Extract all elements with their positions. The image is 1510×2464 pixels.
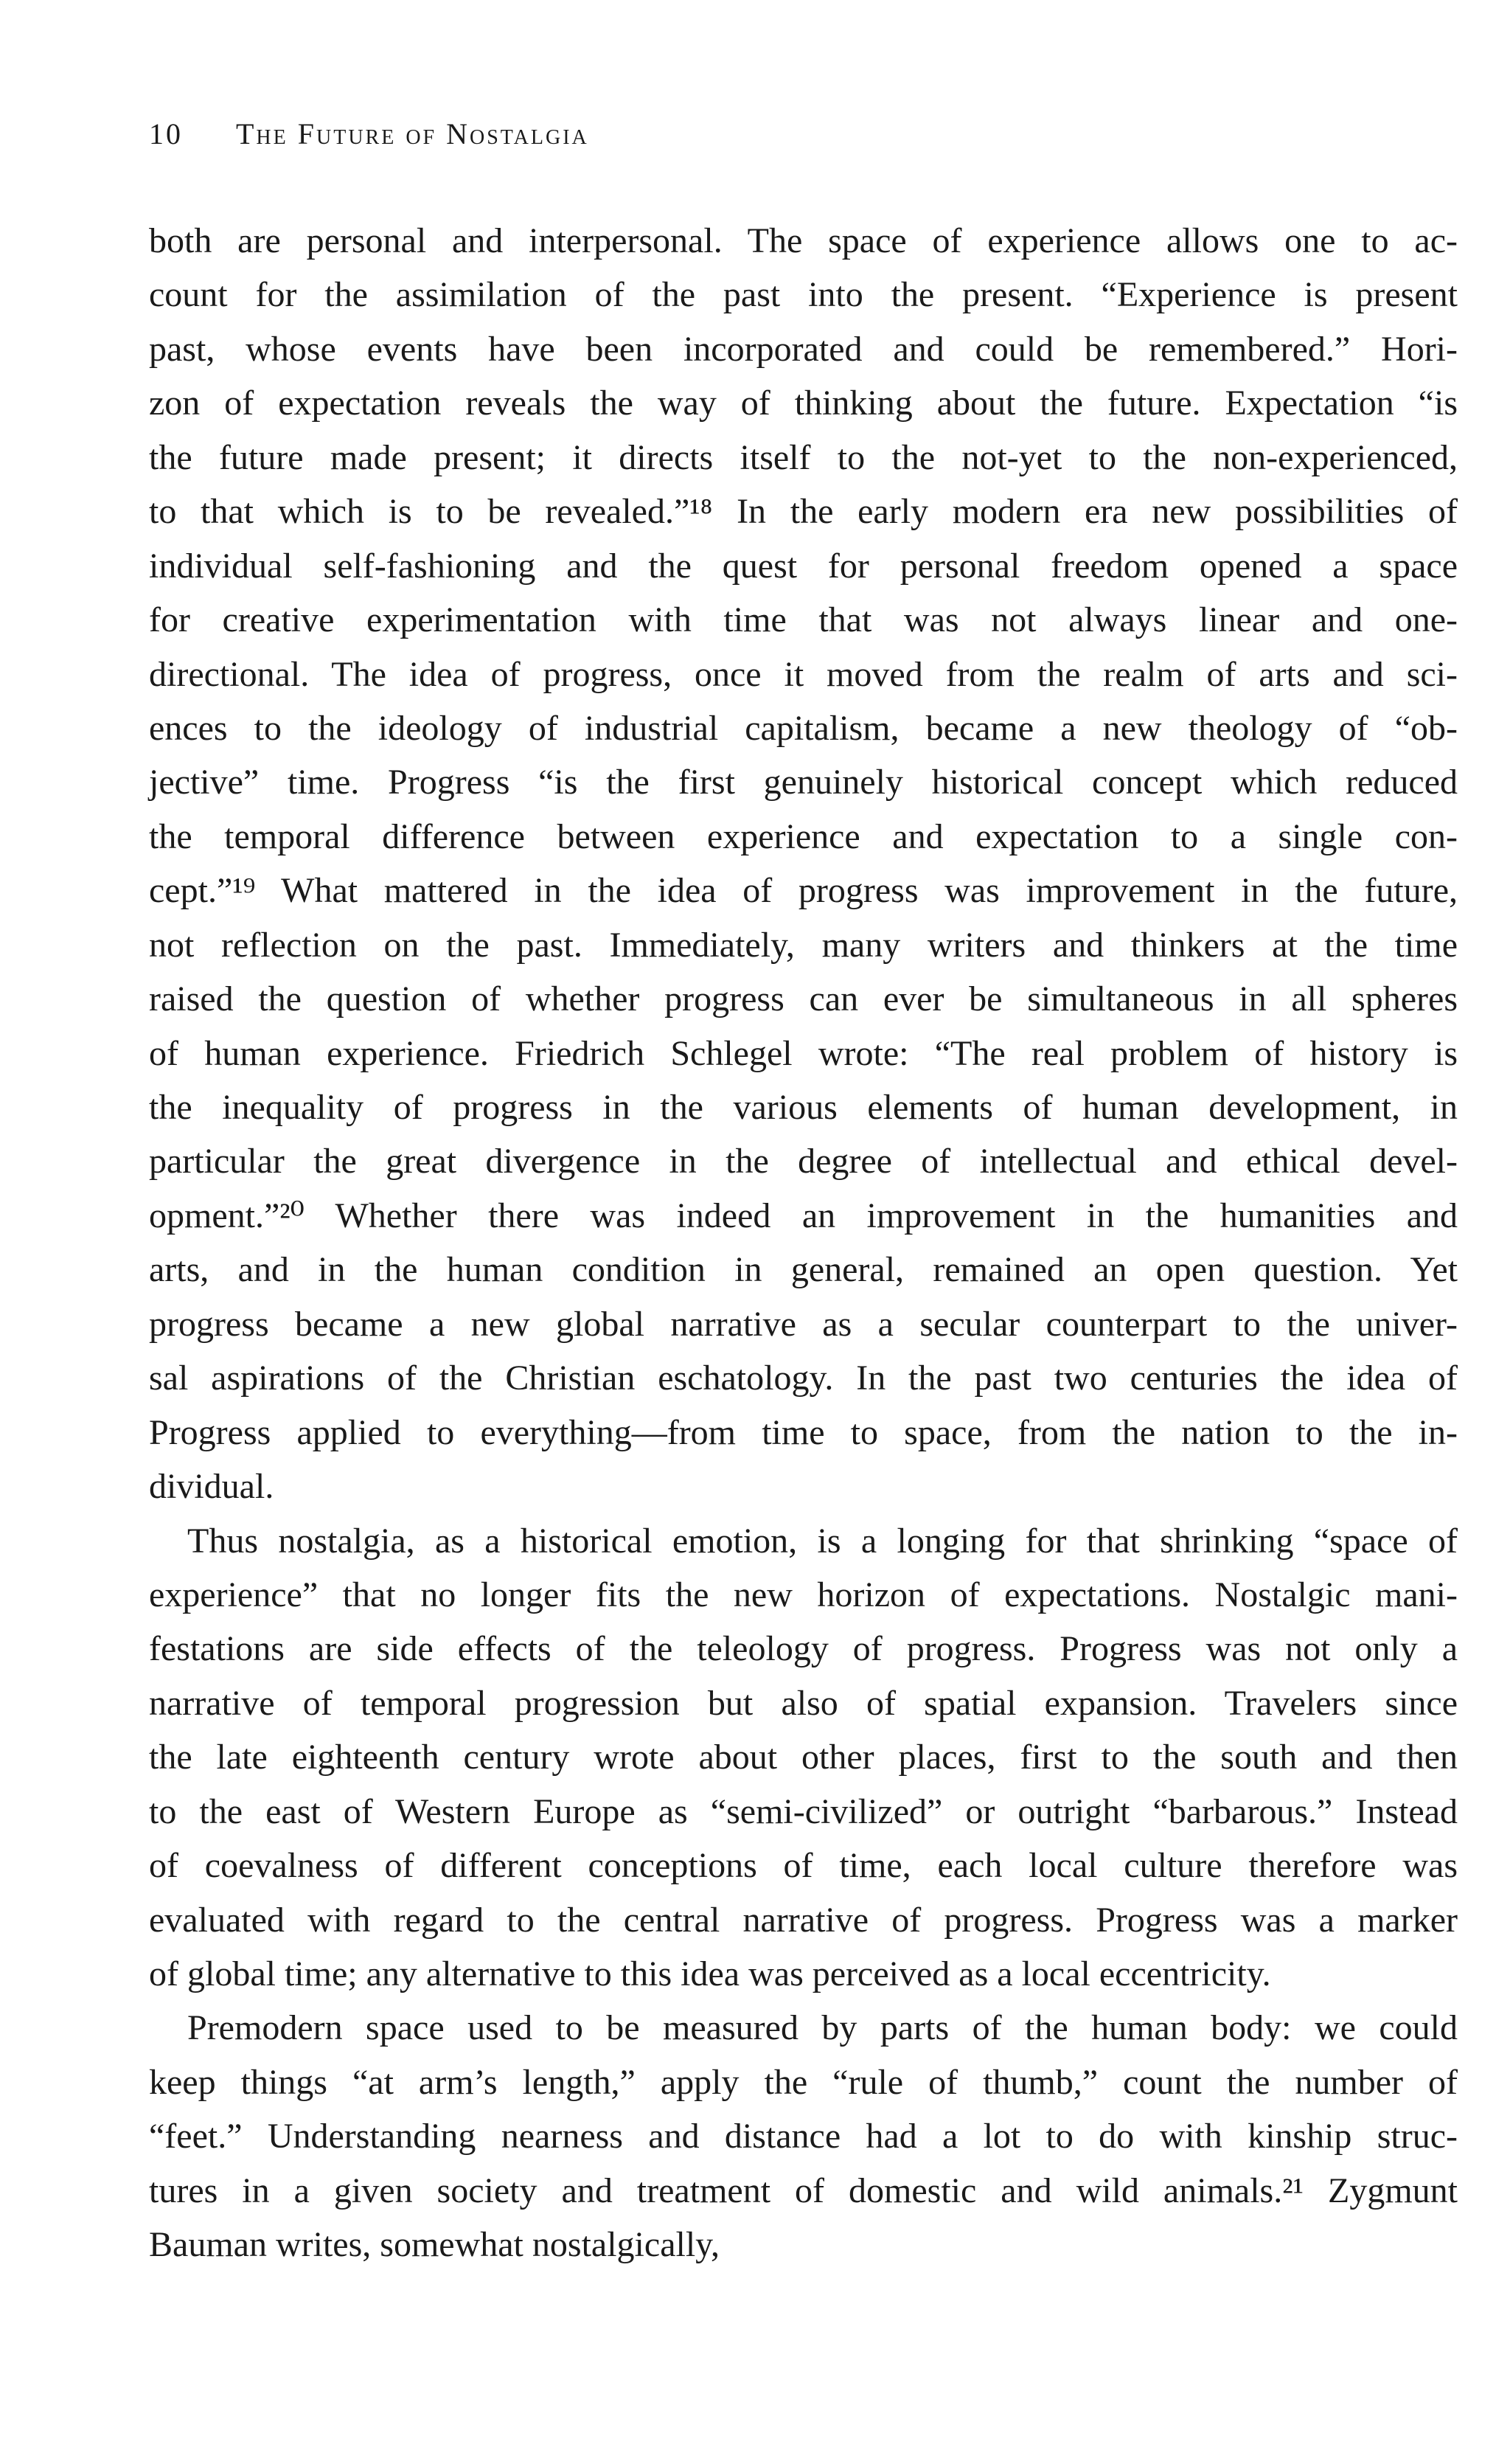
text-line: zon of expectation reveals the way of thinking about the future. Expectation “is xyxy=(149,384,1458,423)
text-line: festations are side effects of the teleology of progress. Progress was not only a xyxy=(149,1629,1458,1669)
text-line: individual self-fashioning and the quest for personal freedom opened a space xyxy=(149,546,1458,586)
text-line: to that which is to be revealed.”¹⁸ In the early modern era new possibilities of xyxy=(149,492,1458,532)
text-line: evaluated with regard to the central narrative of progress. Progress was a marker xyxy=(149,1900,1458,1940)
text-line: past, whose events have been incorporated and could be remembered.” Hori- xyxy=(149,329,1458,369)
text-line: directional. The idea of progress, once it moved from the realm of arts and sci- xyxy=(149,654,1458,694)
text-line: tures in a given society and treatment of domestic and wild animals.²¹ Zygmunt xyxy=(149,2170,1458,2210)
text-line: sal aspirations of the Christian eschatology. In the past two centuries the idea of xyxy=(149,1358,1458,1398)
text-line: narrative of temporal progression but also of spatial expansion. Travelers since xyxy=(149,1683,1458,1723)
running-head-title: The Future of Nostalgia xyxy=(236,117,589,150)
text-line: dividual. xyxy=(149,1467,274,1507)
text-line: not reflection on the past. Immediately, many writers and thinkers at the time xyxy=(149,925,1458,965)
text-line: Progress applied to everything—from time to space, from the nation to the in- xyxy=(149,1412,1458,1452)
page-number: 10 xyxy=(149,117,183,150)
text-line: Thus nostalgia, as a historical emotion, is a longing for that shrinking “space of xyxy=(187,1521,1458,1561)
text-line: the temporal difference between experience and expectation to a single con- xyxy=(149,816,1458,856)
text-line: the future made present; it directs itself to the not-yet to the non-experienced, xyxy=(149,437,1458,477)
paragraph xyxy=(149,2001,1458,2272)
text-line: opment.”²⁰ Whether there was indeed an improvement in the humanities and xyxy=(149,1195,1458,1235)
text-line: of global time; any alternative to this idea was perceived as a local eccentricity. xyxy=(149,1954,1271,1993)
text-line: count for the assimilation of the past into the present. “Experience is present xyxy=(149,275,1458,315)
text-line: for creative experimentation with time that was not always linear and one- xyxy=(149,600,1458,640)
text-line: of coevalness of different conceptions of time, each local culture therefore was xyxy=(149,1846,1458,1886)
text-line: “feet.” Understanding nearness and distance had a lot to do with kinship struc- xyxy=(149,2117,1458,2156)
text-line: of human experience. Friedrich Schlegel wrote: “The real problem of history is xyxy=(149,1033,1458,1073)
text-line: experience” that no longer fits the new horizon of expectations. Nostalgic mani- xyxy=(149,1575,1458,1614)
body-text xyxy=(149,214,1458,2272)
text-line: cept.”¹⁹ What mattered in the idea of progress was improvement in the future, xyxy=(149,871,1458,911)
text-line: keep things “at arm’s length,” apply the “rule of thumb,” count the number of xyxy=(149,2062,1458,2102)
text-line: the inequality of progress in the various elements of human development, in xyxy=(149,1088,1458,1127)
text-line: jective” time. Progress “is the first genuinely historical concept which reduced xyxy=(149,763,1458,802)
text-line: to the east of Western Europe as “semi-civilized” or outright “barbarous.” Instead xyxy=(149,1791,1458,1831)
text-line: the late eighteenth century wrote about other places, first to the south and then xyxy=(149,1738,1458,1777)
text-line: progress became a new global narrative as a secular counterpart to the univer- xyxy=(149,1304,1458,1344)
paragraph xyxy=(149,214,1458,1514)
text-line: ences to the ideology of industrial capitalism, became a new theology of “ob- xyxy=(149,708,1458,748)
text-line: Premodern space used to be measured by parts of the human body: we could xyxy=(187,2008,1458,2048)
text-line: arts, and in the human condition in general, remained an open question. Yet xyxy=(149,1250,1458,1290)
running-head xyxy=(149,117,589,151)
text-line: Bauman writes, somewhat nostalgically, xyxy=(149,2225,720,2265)
text-line: both are personal and interpersonal. The space of experience allows one to ac- xyxy=(149,221,1458,260)
paragraph xyxy=(149,1514,1458,2002)
text-line: particular the great divergence in the degree of intellectual and ethical devel- xyxy=(149,1142,1458,1181)
text-line: raised the question of whether progress can ever be simultaneous in all spheres xyxy=(149,979,1458,1019)
